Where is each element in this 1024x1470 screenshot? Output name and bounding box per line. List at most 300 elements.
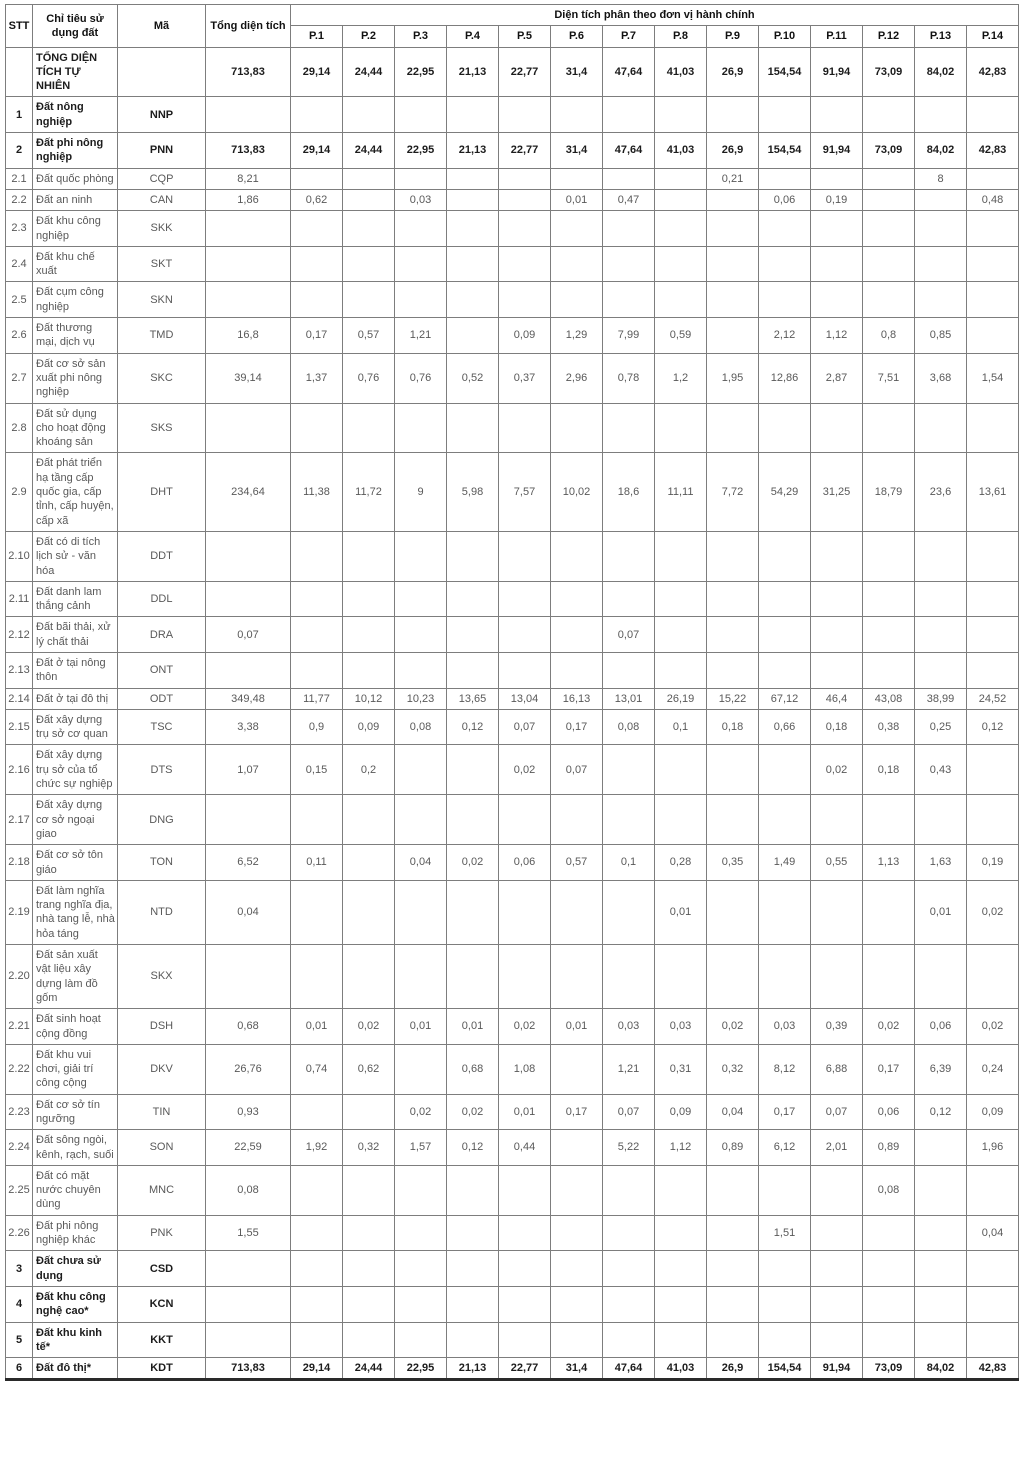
cell-p2 <box>343 97 395 133</box>
cell-p4: 21,13 <box>447 133 499 169</box>
cell-p1 <box>291 1094 343 1130</box>
row-code: DTS <box>118 745 206 795</box>
cell-p3: 0,02 <box>395 1094 447 1130</box>
cell-p11: 31,25 <box>811 453 863 531</box>
cell-p4 <box>447 1286 499 1322</box>
cell-p1: 0,74 <box>291 1044 343 1094</box>
row-total <box>206 403 291 453</box>
cell-p14: 42,83 <box>967 47 1019 97</box>
cell-p7: 13,01 <box>603 688 655 709</box>
cell-p1: 0,01 <box>291 1009 343 1045</box>
table-row <box>6 353 1019 403</box>
row-label: Đất ở tại đô thị <box>33 688 118 709</box>
table-row <box>6 1130 1019 1166</box>
cell-p9 <box>707 745 759 795</box>
cell-p2: 0,09 <box>343 709 395 745</box>
table-row <box>6 189 1019 210</box>
cell-p9 <box>707 97 759 133</box>
cell-p3: 22,95 <box>395 47 447 97</box>
cell-p14: 1,96 <box>967 1130 1019 1166</box>
cell-p4 <box>447 403 499 453</box>
cell-p3 <box>395 1044 447 1094</box>
row-total: 3,38 <box>206 709 291 745</box>
cell-p14: 42,83 <box>967 133 1019 169</box>
row-stt: 2.15 <box>6 709 33 745</box>
cell-p11 <box>811 403 863 453</box>
table-row <box>6 1009 1019 1045</box>
cell-p12 <box>863 1286 915 1322</box>
cell-p7 <box>603 880 655 944</box>
column-header-p11: P.11 <box>811 26 863 47</box>
cell-p11 <box>811 1251 863 1287</box>
row-total <box>206 1322 291 1358</box>
row-total: 22,59 <box>206 1130 291 1166</box>
cell-p13: 23,6 <box>915 453 967 531</box>
row-total: 349,48 <box>206 688 291 709</box>
cell-p4: 0,12 <box>447 709 499 745</box>
row-stt: 2.3 <box>6 211 33 247</box>
column-header-p2: P.2 <box>343 26 395 47</box>
cell-p10: 0,06 <box>759 189 811 210</box>
cell-p12 <box>863 246 915 282</box>
row-total <box>206 795 291 845</box>
cell-p14 <box>967 1251 1019 1287</box>
row-code: ONT <box>118 652 206 688</box>
cell-p10 <box>759 745 811 795</box>
cell-p8: 26,19 <box>655 688 707 709</box>
cell-p2 <box>343 581 395 617</box>
table-row <box>6 1094 1019 1130</box>
cell-p1 <box>291 945 343 1009</box>
cell-p13: 8 <box>915 168 967 189</box>
cell-p9 <box>707 246 759 282</box>
cell-p12: 43,08 <box>863 688 915 709</box>
row-total: 713,83 <box>206 1358 291 1380</box>
cell-p11: 91,94 <box>811 47 863 97</box>
cell-p8 <box>655 945 707 1009</box>
cell-p9 <box>707 282 759 318</box>
row-code: KKT <box>118 1322 206 1358</box>
cell-p8 <box>655 189 707 210</box>
cell-p14: 1,54 <box>967 353 1019 403</box>
cell-p1 <box>291 617 343 653</box>
cell-p12 <box>863 211 915 247</box>
cell-p10 <box>759 581 811 617</box>
cell-p2 <box>343 1165 395 1215</box>
cell-p10 <box>759 97 811 133</box>
table-row <box>6 1215 1019 1251</box>
cell-p10: 12,86 <box>759 353 811 403</box>
cell-p11 <box>811 581 863 617</box>
cell-p7: 0,07 <box>603 1094 655 1130</box>
cell-p1 <box>291 97 343 133</box>
cell-p8: 0,03 <box>655 1009 707 1045</box>
cell-p5 <box>499 97 551 133</box>
table-row <box>6 581 1019 617</box>
row-total <box>206 1251 291 1287</box>
cell-p13: 0,12 <box>915 1094 967 1130</box>
cell-p4: 0,02 <box>447 1094 499 1130</box>
header-row-top <box>6 5 1019 26</box>
cell-p2 <box>343 403 395 453</box>
cell-p11 <box>811 880 863 944</box>
cell-p2 <box>343 1286 395 1322</box>
cell-p6 <box>551 1215 603 1251</box>
cell-p1 <box>291 282 343 318</box>
cell-p8 <box>655 1322 707 1358</box>
cell-p13 <box>915 945 967 1009</box>
row-total: 1,86 <box>206 189 291 210</box>
cell-p7 <box>603 1322 655 1358</box>
cell-p7 <box>603 652 655 688</box>
cell-p9 <box>707 1286 759 1322</box>
row-code: CSD <box>118 1251 206 1287</box>
row-total: 1,55 <box>206 1215 291 1251</box>
row-label: TỔNG DIỆN TÍCH TỰ NHIÊN <box>33 47 118 97</box>
cell-p11: 2,87 <box>811 353 863 403</box>
cell-p6: 31,4 <box>551 1358 603 1380</box>
cell-p12 <box>863 617 915 653</box>
cell-p4 <box>447 617 499 653</box>
column-header-p5: P.5 <box>499 26 551 47</box>
cell-p5 <box>499 617 551 653</box>
row-code: TON <box>118 845 206 881</box>
cell-p9 <box>707 211 759 247</box>
row-label: Đất có mặt nước chuyên dùng <box>33 1165 118 1215</box>
row-total <box>206 531 291 581</box>
cell-p12: 0,38 <box>863 709 915 745</box>
cell-p7: 0,47 <box>603 189 655 210</box>
cell-p7 <box>603 531 655 581</box>
column-header-p12: P.12 <box>863 26 915 47</box>
row-code: SKN <box>118 282 206 318</box>
cell-p2 <box>343 652 395 688</box>
cell-p1 <box>291 1322 343 1358</box>
cell-p9 <box>707 617 759 653</box>
cell-p13: 84,02 <box>915 133 967 169</box>
cell-p12: 7,51 <box>863 353 915 403</box>
row-code: NTD <box>118 880 206 944</box>
cell-p1 <box>291 581 343 617</box>
row-code: CAN <box>118 189 206 210</box>
table-row <box>6 211 1019 247</box>
row-total: 0,04 <box>206 880 291 944</box>
row-stt: 2.10 <box>6 531 33 581</box>
cell-p3: 9 <box>395 453 447 531</box>
cell-p14 <box>967 318 1019 354</box>
cell-p4 <box>447 168 499 189</box>
cell-p6 <box>551 581 603 617</box>
cell-p9 <box>707 1251 759 1287</box>
row-total: 26,76 <box>206 1044 291 1094</box>
cell-p2: 10,12 <box>343 688 395 709</box>
cell-p12 <box>863 795 915 845</box>
row-stt: 2.5 <box>6 282 33 318</box>
cell-p4: 0,12 <box>447 1130 499 1166</box>
cell-p8 <box>655 581 707 617</box>
cell-p14 <box>967 211 1019 247</box>
cell-p8 <box>655 1165 707 1215</box>
cell-p3: 22,95 <box>395 133 447 169</box>
cell-p6 <box>551 168 603 189</box>
row-stt: 2.6 <box>6 318 33 354</box>
table-row <box>6 1165 1019 1215</box>
row-stt: 2.13 <box>6 652 33 688</box>
table-row <box>6 880 1019 944</box>
table-row <box>6 745 1019 795</box>
row-total: 8,21 <box>206 168 291 189</box>
row-total: 0,68 <box>206 1009 291 1045</box>
cell-p9 <box>707 1215 759 1251</box>
row-stt: 5 <box>6 1322 33 1358</box>
cell-p11 <box>811 945 863 1009</box>
cell-p5 <box>499 880 551 944</box>
cell-p6 <box>551 1165 603 1215</box>
row-code: MNC <box>118 1165 206 1215</box>
cell-p1 <box>291 1165 343 1215</box>
row-label: Đất xây dựng trụ sở cơ quan <box>33 709 118 745</box>
cell-p14 <box>967 652 1019 688</box>
cell-p13: 84,02 <box>915 47 967 97</box>
cell-p7 <box>603 168 655 189</box>
cell-p5: 0,07 <box>499 709 551 745</box>
cell-p3 <box>395 282 447 318</box>
cell-p2: 11,72 <box>343 453 395 531</box>
cell-p14: 0,09 <box>967 1094 1019 1130</box>
cell-p3 <box>395 1215 447 1251</box>
cell-p5 <box>499 1286 551 1322</box>
cell-p13 <box>915 189 967 210</box>
row-stt: 2.21 <box>6 1009 33 1045</box>
cell-p2 <box>343 1094 395 1130</box>
cell-p11: 0,07 <box>811 1094 863 1130</box>
cell-p4 <box>447 945 499 1009</box>
row-total: 234,64 <box>206 453 291 531</box>
cell-p4 <box>447 531 499 581</box>
row-code: SKT <box>118 246 206 282</box>
row-total <box>206 652 291 688</box>
row-code: TMD <box>118 318 206 354</box>
cell-p14 <box>967 246 1019 282</box>
cell-p5 <box>499 1251 551 1287</box>
row-stt: 2.23 <box>6 1094 33 1130</box>
cell-p6: 2,96 <box>551 353 603 403</box>
cell-p7: 18,6 <box>603 453 655 531</box>
cell-p8: 0,31 <box>655 1044 707 1094</box>
row-label: Đất xây dựng trụ sở của tổ chức sự nghiệp <box>33 745 118 795</box>
cell-p11 <box>811 531 863 581</box>
cell-p8: 41,03 <box>655 1358 707 1380</box>
cell-p13 <box>915 1130 967 1166</box>
cell-p1 <box>291 652 343 688</box>
row-stt: 2.7 <box>6 353 33 403</box>
cell-p10: 2,12 <box>759 318 811 354</box>
row-total <box>206 246 291 282</box>
cell-p9: 0,21 <box>707 168 759 189</box>
cell-p14: 0,24 <box>967 1044 1019 1094</box>
cell-p10 <box>759 1251 811 1287</box>
cell-p10 <box>759 795 811 845</box>
row-stt: 2.4 <box>6 246 33 282</box>
row-label: Đất phát triển hạ tầng cấp quốc gia, cấp tỉnh, cấp huyện, cấp xã <box>33 453 118 531</box>
cell-p4 <box>447 246 499 282</box>
row-label: Đất khu công nghệ cao* <box>33 1286 118 1322</box>
cell-p1: 29,14 <box>291 47 343 97</box>
cell-p6: 1,29 <box>551 318 603 354</box>
cell-p13: 0,25 <box>915 709 967 745</box>
row-stt: 2.17 <box>6 795 33 845</box>
cell-p13: 0,43 <box>915 745 967 795</box>
cell-p14: 13,61 <box>967 453 1019 531</box>
cell-p13 <box>915 795 967 845</box>
cell-p11 <box>811 1215 863 1251</box>
cell-p2 <box>343 945 395 1009</box>
cell-p12 <box>863 531 915 581</box>
cell-p4 <box>447 880 499 944</box>
cell-p13: 84,02 <box>915 1358 967 1380</box>
cell-p13 <box>915 1215 967 1251</box>
row-stt: 2 <box>6 133 33 169</box>
cell-p6: 0,17 <box>551 1094 603 1130</box>
cell-p14: 0,02 <box>967 880 1019 944</box>
cell-p4 <box>447 282 499 318</box>
row-total: 0,07 <box>206 617 291 653</box>
cell-p2 <box>343 1215 395 1251</box>
cell-p7 <box>603 581 655 617</box>
cell-p14 <box>967 1322 1019 1358</box>
cell-p7 <box>603 282 655 318</box>
column-header-admin-span: Diện tích phân theo đơn vị hành chính <box>291 5 1019 26</box>
row-stt: 2.20 <box>6 945 33 1009</box>
row-label: Đất cơ sở tín ngưỡng <box>33 1094 118 1130</box>
row-stt: 2.12 <box>6 617 33 653</box>
row-label: Đất quốc phòng <box>33 168 118 189</box>
cell-p6 <box>551 1130 603 1166</box>
row-stt: 2.18 <box>6 845 33 881</box>
cell-p5: 0,44 <box>499 1130 551 1166</box>
cell-p2: 0,2 <box>343 745 395 795</box>
table-row <box>6 1358 1019 1380</box>
row-code: SKK <box>118 211 206 247</box>
cell-p4 <box>447 97 499 133</box>
cell-p5 <box>499 1165 551 1215</box>
cell-p14: 0,04 <box>967 1215 1019 1251</box>
cell-p7 <box>603 1165 655 1215</box>
row-total <box>206 97 291 133</box>
cell-p5 <box>499 1322 551 1358</box>
cell-p6: 10,02 <box>551 453 603 531</box>
cell-p4: 21,13 <box>447 1358 499 1380</box>
table-row <box>6 652 1019 688</box>
cell-p8 <box>655 1286 707 1322</box>
table-row <box>6 845 1019 881</box>
row-total <box>206 211 291 247</box>
cell-p3: 0,04 <box>395 845 447 881</box>
cell-p8: 1,12 <box>655 1130 707 1166</box>
row-label: Đất cơ sở tôn giáo <box>33 845 118 881</box>
cell-p1: 29,14 <box>291 133 343 169</box>
table-row <box>6 168 1019 189</box>
table-header <box>6 5 1019 48</box>
row-stt: 2.1 <box>6 168 33 189</box>
cell-p3 <box>395 1165 447 1215</box>
cell-p10 <box>759 617 811 653</box>
row-label: Đất phi nông nghiệp <box>33 133 118 169</box>
row-label: Đất ở tại nông thôn <box>33 652 118 688</box>
cell-p13 <box>915 581 967 617</box>
cell-p5 <box>499 246 551 282</box>
cell-p1: 0,9 <box>291 709 343 745</box>
cell-p9 <box>707 531 759 581</box>
cell-p14 <box>967 282 1019 318</box>
cell-p4 <box>447 189 499 210</box>
cell-p11: 46,4 <box>811 688 863 709</box>
cell-p13: 1,63 <box>915 845 967 881</box>
cell-p10 <box>759 246 811 282</box>
row-total: 39,14 <box>206 353 291 403</box>
row-stt: 2.8 <box>6 403 33 453</box>
row-label: Đất cụm công nghiệp <box>33 282 118 318</box>
cell-p5 <box>499 531 551 581</box>
cell-p10: 0,17 <box>759 1094 811 1130</box>
cell-p10: 6,12 <box>759 1130 811 1166</box>
table-row <box>6 318 1019 354</box>
cell-p2 <box>343 282 395 318</box>
column-header-indicator: Chỉ tiêu sử dụng đất <box>33 5 118 48</box>
cell-p8 <box>655 795 707 845</box>
cell-p7: 0,1 <box>603 845 655 881</box>
cell-p10: 154,54 <box>759 133 811 169</box>
cell-p10: 0,66 <box>759 709 811 745</box>
cell-p5 <box>499 403 551 453</box>
cell-p14: 0,48 <box>967 189 1019 210</box>
cell-p5 <box>499 211 551 247</box>
row-label: Đất khu chế xuất <box>33 246 118 282</box>
cell-p3: 0,08 <box>395 709 447 745</box>
row-stt: 2.22 <box>6 1044 33 1094</box>
cell-p6 <box>551 652 603 688</box>
cell-p9 <box>707 795 759 845</box>
cell-p10 <box>759 282 811 318</box>
row-total: 713,83 <box>206 47 291 97</box>
row-stt: 2.2 <box>6 189 33 210</box>
cell-p6: 31,4 <box>551 47 603 97</box>
cell-p4: 0,68 <box>447 1044 499 1094</box>
cell-p10 <box>759 168 811 189</box>
cell-p12: 0,8 <box>863 318 915 354</box>
row-label: Đất đô thị* <box>33 1358 118 1380</box>
cell-p6 <box>551 1322 603 1358</box>
cell-p12: 18,79 <box>863 453 915 531</box>
cell-p8: 41,03 <box>655 47 707 97</box>
cell-p7 <box>603 745 655 795</box>
cell-p6 <box>551 531 603 581</box>
cell-p3 <box>395 880 447 944</box>
row-code: KDT <box>118 1358 206 1380</box>
cell-p2 <box>343 189 395 210</box>
cell-p8 <box>655 282 707 318</box>
row-total: 16,8 <box>206 318 291 354</box>
column-header-total-area: Tổng diện tích <box>206 5 291 48</box>
cell-p6 <box>551 211 603 247</box>
row-code: DRA <box>118 617 206 653</box>
cell-p3 <box>395 1286 447 1322</box>
column-header-p8: P.8 <box>655 26 707 47</box>
row-total: 0,93 <box>206 1094 291 1130</box>
cell-p12 <box>863 189 915 210</box>
cell-p5: 0,02 <box>499 745 551 795</box>
cell-p8: 41,03 <box>655 133 707 169</box>
